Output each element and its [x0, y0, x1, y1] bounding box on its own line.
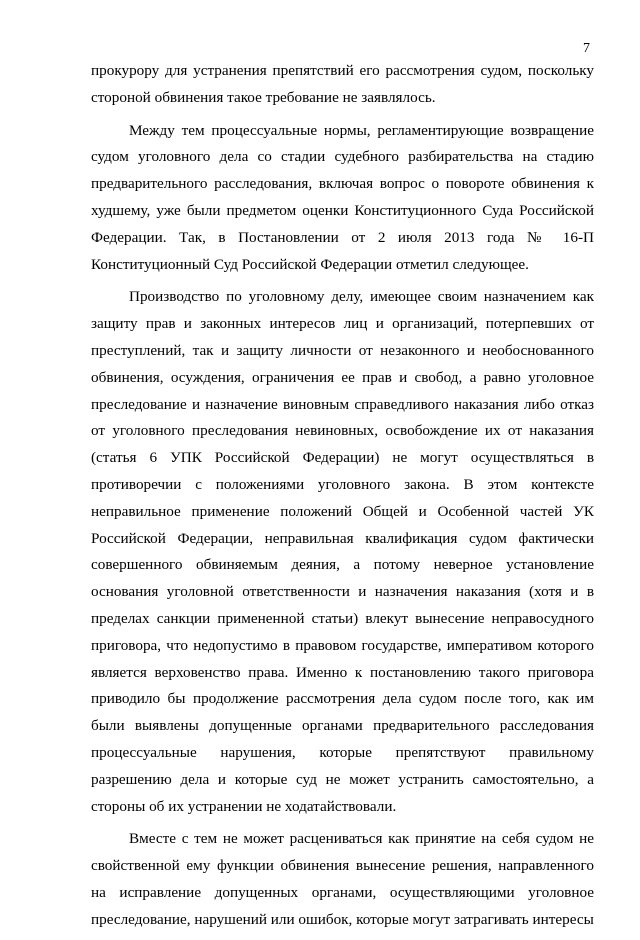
- paragraph-court-function: Вместе с тем не может расцениваться как принятие на себя судом не свойственной ему функции обвинения вынесение решения, направленного на исправление допущенных органами, осуществляющими уголовное преследование, нарушений или ошибок, которые могут затрагивать интересы: [91, 830, 594, 928]
- paragraph-procedural-norms: Между тем процессуальные нормы, регламентирующие возвращение судом уголовного дела со стадии судебного разбирательства на стадию предварительного расследования, включая вопрос о повороте обвинения к худшему, уже были предметом оценки Конституционного Суда Российской Федерации. Так, в Постановлении от 2 июля 2013 года № 16-П Конституционный Суд Российской Федерации отметил следующее.: [91, 121, 594, 273]
- page-number: 7: [583, 41, 590, 56]
- paragraph-continued: прокурору для устранения препятствий его рассмотрения судом, поскольку стороной обвинения такое требование не заявлялось.: [91, 62, 594, 106]
- paragraph-criminal-proceedings: Производство по уголовному делу, имеющее своим назначением как защиту прав и законных интересов лиц и организаций, потерпевших от преступлений, так и защиту личности от незаконного и необоснованного обвинения, осуждения, ограничения ее прав и свобод, а равно уголовное преследование и назначение виновным справедливого наказания либо отказ от уголовного преследования невиновных, освобождение их от наказания (статья 6 УПК Российской Федерации) не могут осуществляться в противоречии с положениями уголовного закона. В этом контексте неправильное применение положений Общей и Особенной частей УК Российской Федерации, неправильная квалификация судом фактически совершенного обвиняемым деяния, а потому неверное установление основания уголовной ответственности и назначения наказания (хотя и в пределах санкции примененной статьи) влекут вынесение неправосудного приговора, что недопустимо в правовом государстве, императивом которого является верховенство права. Именно к постановлению такого приговора приводило бы продолжение рассмотрения дела судом после того, как им были выявлены допущенные органами предварительного расследования процессуальные нарушения, которые препятствуют правильному разрешению дела и которые суд не может устранить самостоятельно, а стороны об их устранении не ходатайствовали.: [91, 288, 594, 815]
- document-body: [91, 58, 594, 940]
